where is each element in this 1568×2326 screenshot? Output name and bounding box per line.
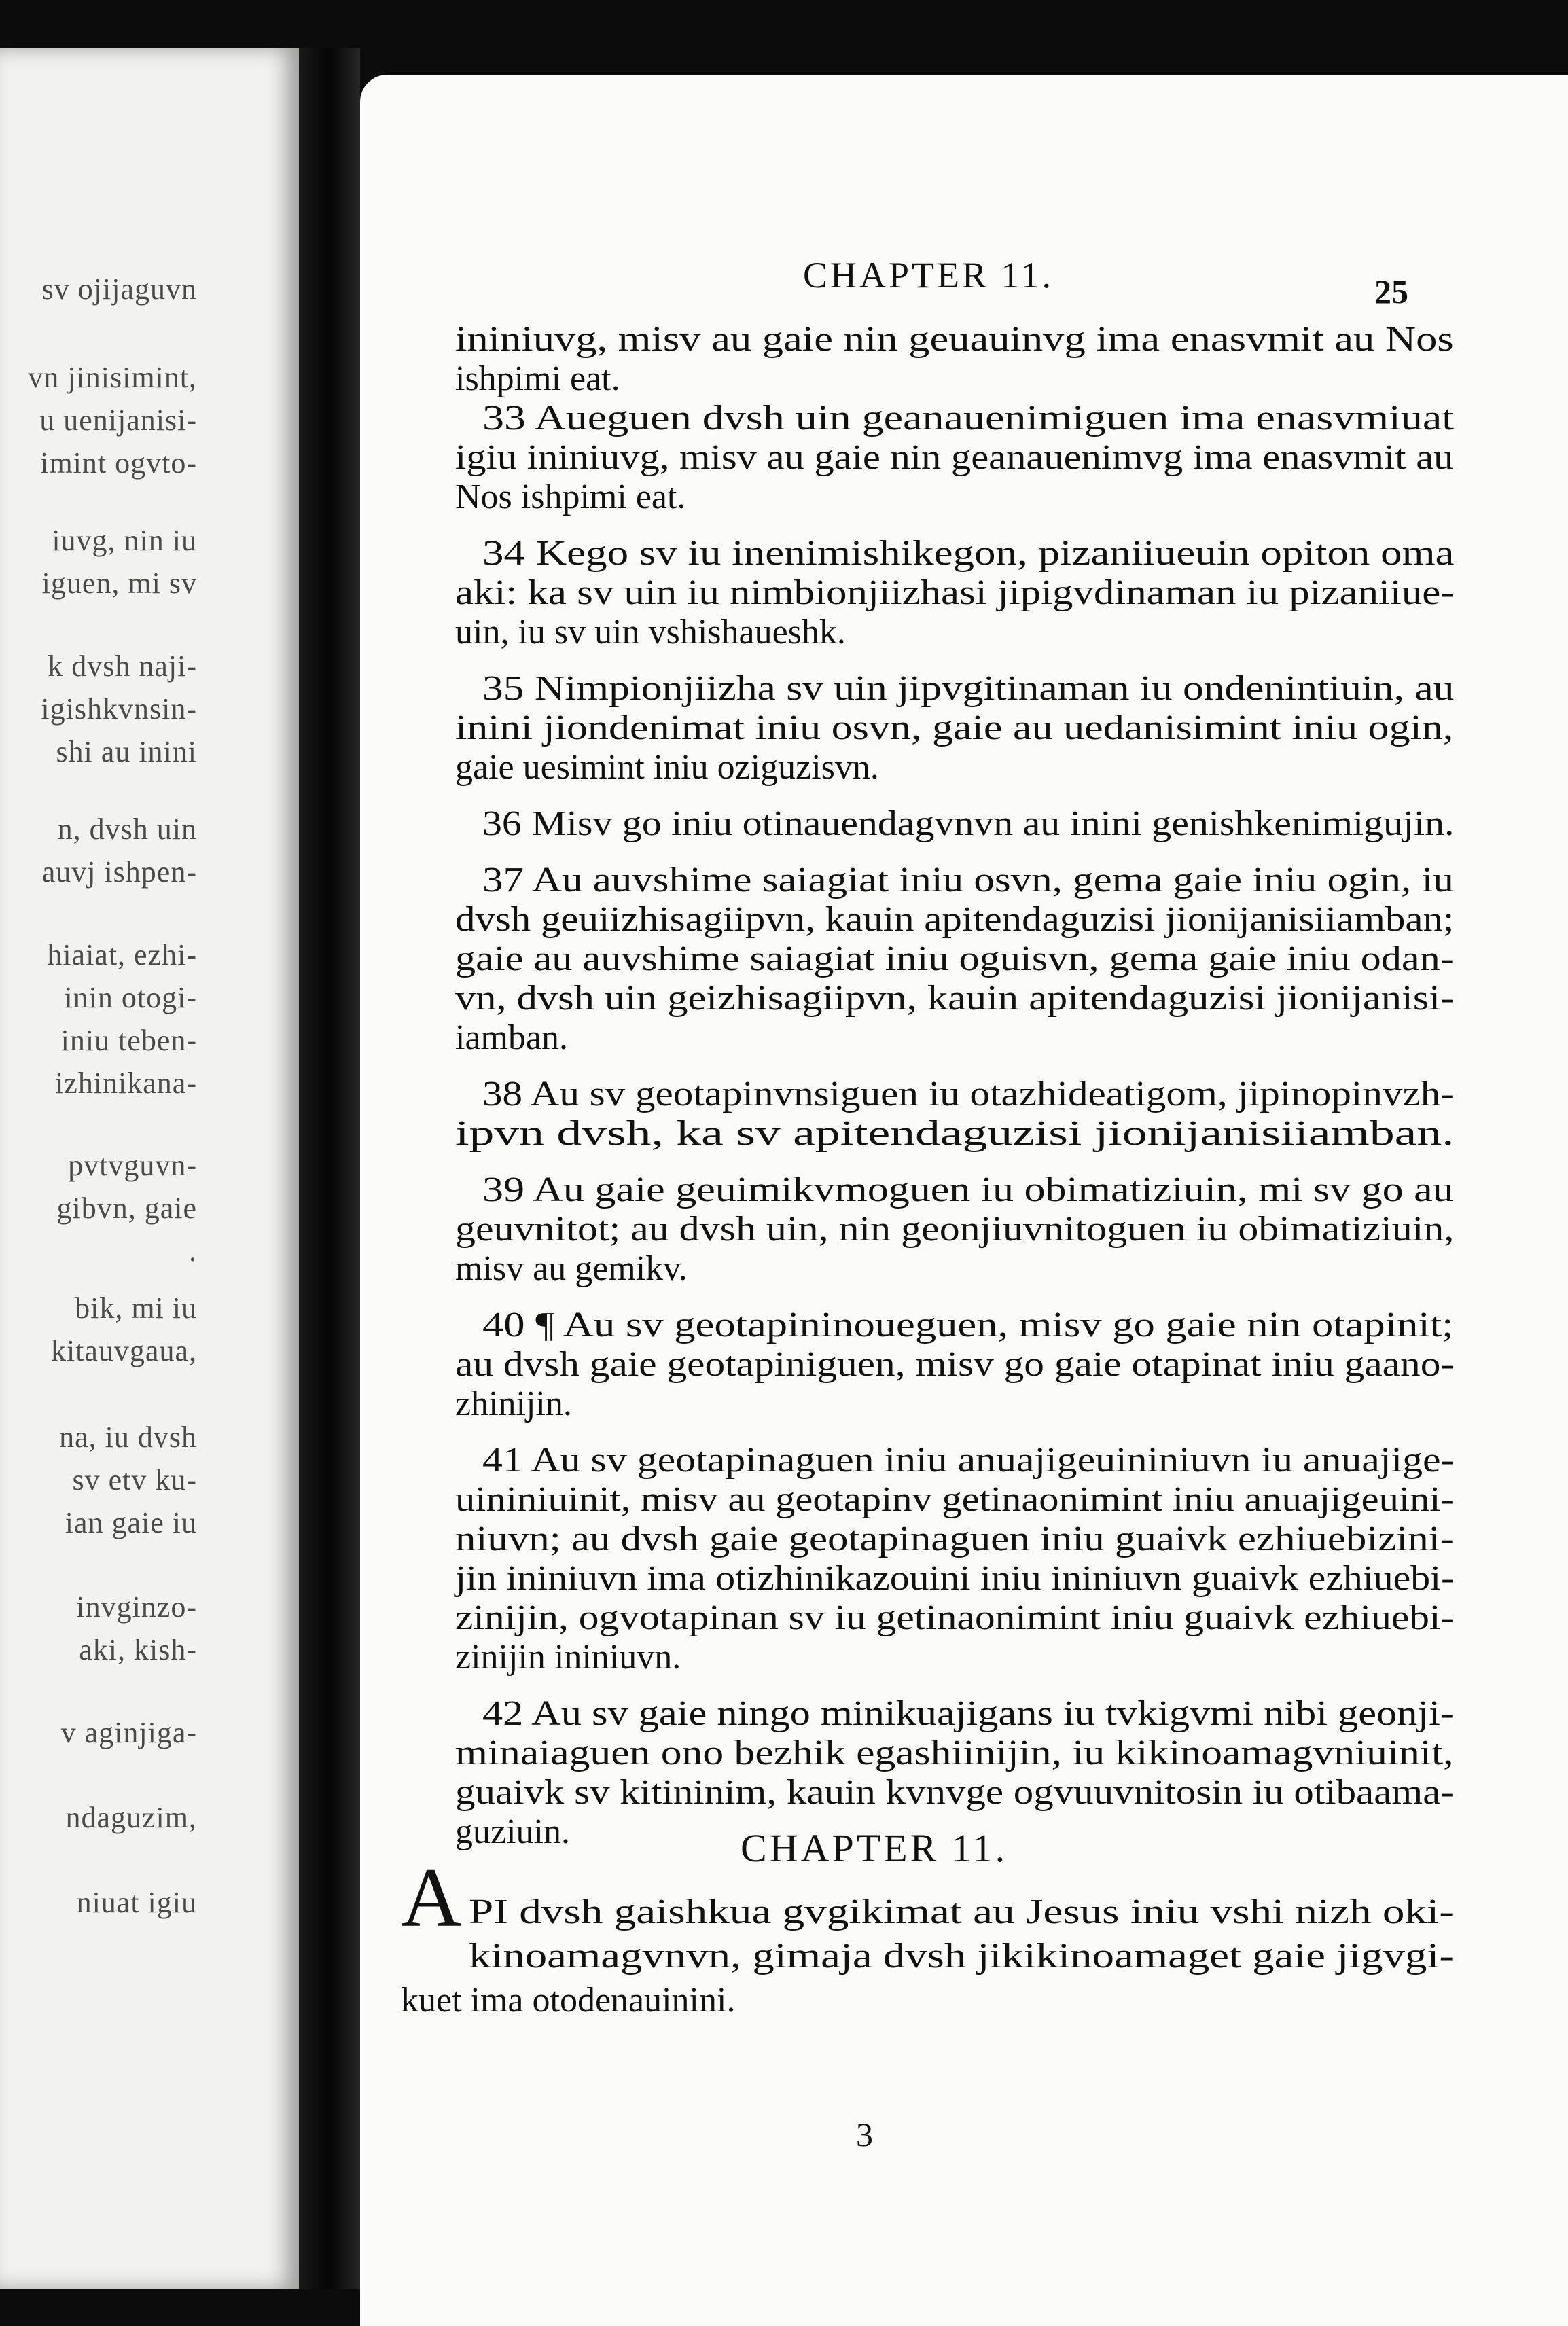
text-line: minaiaguen ono bezhik egashiinijin, iu kikinoamagvniuinit, — [455, 1734, 1454, 1772]
text-line: ipvn dvsh, ka sv apitendaguzisi jionijanisiiamban. — [455, 1114, 1455, 1153]
left-page-line: k dvsh naji- — [48, 649, 197, 683]
left-page-line: shi au inini — [56, 735, 197, 768]
text-line: niuvn; au dvsh gaie geotapinaguen iniu guaivk ezhiuebizini- — [455, 1520, 1454, 1558]
left-page-line: sv etv ku- — [72, 1463, 197, 1497]
text-line: 42 Au sv gaie ningo minikuajigans iu tvkigvmi nibi geonji- — [482, 1694, 1455, 1733]
running-head: CHAPTER 11. — [803, 255, 1054, 296]
left-page-line: u uenijanisi- — [39, 404, 197, 437]
left-page-line: . — [189, 1234, 197, 1268]
text-line: Nos ishpimi eat. — [455, 478, 686, 516]
left-page-line: na, iu dvsh — [59, 1420, 197, 1454]
text-line: 41 Au sv geotapinaguen iniu anuajigeuininiuvn iu anuajige- — [482, 1441, 1455, 1480]
text-line: 37 Au auvshime saiagiat iniu osvn, gema gaie iniu ogin, iu — [482, 861, 1454, 899]
left-page-line: gibvn, gaie — [56, 1192, 197, 1225]
left-page-line: aki, kish- — [79, 1633, 197, 1666]
chapter-text-line: kuet ima otodenauinini. — [401, 1981, 736, 2020]
text-line: ishpimi eat. — [455, 359, 620, 398]
chapter-text-line: kinoamagvnvn, gimaja dvsh jikikinoamaget gaie jigvgi- — [469, 1937, 1454, 1975]
text-line: dvsh geuiizhisagiipvn, kauin apitendaguzisi jionijanisiiamban; — [455, 900, 1455, 939]
left-page-line: ndaguzim, — [65, 1801, 197, 1834]
text-line: uininiuinit, misv au geotapinv getinaonimint iniu anuajigeuini- — [455, 1480, 1455, 1519]
text-line: zinijin, ogvotapinan sv iu getinaonimint iniu guaivk ezhiuebi- — [455, 1598, 1455, 1637]
text-line: au dvsh gaie geotapiniguen, misv go gaie otapinat iniu gaano- — [455, 1345, 1455, 1384]
book-gutter — [299, 48, 360, 2289]
text-line: aki: ka sv uin iu nimbionjiizhasi jipigvdinaman iu pizaniiue- — [455, 573, 1455, 612]
right-page — [360, 75, 1568, 2326]
chapter-heading: CHAPTER 11. — [741, 1826, 1008, 1870]
left-page-line: vn jinisimint, — [28, 361, 197, 394]
left-page-line: igishkvnsin- — [41, 692, 197, 726]
text-line: guaivk sv kitininim, kauin kvnvge ogvuuvnitosin iu otibaama- — [455, 1773, 1454, 1812]
text-line: geuvnitot; au dvsh uin, nin geonjiuvnitoguen iu obimatiziuin, — [455, 1210, 1455, 1249]
drop-cap: A — [401, 1851, 462, 1944]
left-page-line: iuvg, nin iu — [52, 524, 197, 557]
text-line: 35 Nimpionjiizha sv uin jipvgitinaman iu ondenintiuin, au — [482, 669, 1455, 708]
left-page-line: inin otogi- — [64, 981, 197, 1014]
left-page-line: izhinikana- — [55, 1067, 197, 1100]
text-line: vn, dvsh uin geizhisagiipvn, kauin apitendaguzisi jionijanisi- — [455, 979, 1455, 1018]
text-line: gaie uesimint iniu oziguzisvn. — [455, 748, 879, 787]
left-page-line: iniu teben- — [60, 1024, 197, 1057]
text-line: misv au gemikv. — [455, 1249, 688, 1288]
text-line: 39 Au gaie geuimikvmoguen iu obimatiziuin, mi sv go au — [482, 1170, 1454, 1209]
left-page-line: invginzo- — [76, 1590, 197, 1624]
left-page-line: auvj ishpen- — [41, 855, 197, 889]
signature-mark: 3 — [856, 2115, 873, 2153]
text-line: zinijin ininiuvn. — [455, 1638, 681, 1677]
left-page-line: iguen, mi sv — [41, 567, 197, 600]
left-page-line: ian gaie iu — [65, 1506, 197, 1539]
left-page-line: n, dvsh uin — [57, 812, 197, 846]
text-line: 36 Misv go iniu otinauendagvnvn au inini genishkenimigujin. — [482, 804, 1455, 843]
text-line: inini jiondenimat iniu osvn, gaie au uedanisimint iniu ogin, — [455, 709, 1454, 747]
text-line: 34 Kego sv iu inenimishikegon, pizaniiueuin opiton oma — [482, 534, 1455, 573]
left-page-line: v aginjiga- — [60, 1716, 197, 1749]
text-line: ininiuvg, misv au gaie nin geuauinvg ima enasvmit au Nos — [455, 320, 1454, 359]
text-line: zhinijin. — [455, 1384, 572, 1423]
left-page-line: niuat igiu — [76, 1886, 197, 1919]
text-line: jin ininiuvn ima otizhinikazouini iniu ininiuvn guaivk ezhiuebi- — [455, 1559, 1455, 1598]
left-page-line: sv ojijaguvn — [41, 272, 197, 306]
text-line: igiu ininiuvg, misv au gaie nin geanauenimvg ima enasvmit au — [455, 438, 1454, 477]
left-page — [0, 48, 299, 2289]
chapter-text-line: PI dvsh gaishkua gvgikimat au Jesus iniu vshi nizh oki- — [469, 1893, 1454, 1931]
left-page-line: hiaiat, ezhi- — [47, 938, 197, 971]
text-line: gaie au auvshime saiagiat iniu oguisvn, gema gaie iniu odan- — [455, 940, 1454, 978]
page-number: 25 — [1374, 272, 1408, 310]
left-page-line: bik, mi iu — [75, 1291, 197, 1325]
text-line: guziuin. — [455, 1812, 570, 1851]
left-page-line: imint ogvto- — [40, 446, 197, 480]
left-page-line: kitauvgaua, — [50, 1334, 197, 1367]
text-line: 33 Aueguen dvsh uin geanauenimiguen ima enasvmiuat — [482, 399, 1455, 437]
text-line: iamban. — [455, 1018, 569, 1057]
text-line: 38 Au sv geotapinvnsiguen iu otazhideatigom, jipinopinvzh- — [482, 1075, 1454, 1113]
text-line: 40 ¶ Au sv geotapininoueguen, misv go gaie nin otapinit; — [482, 1306, 1454, 1344]
text-line: uin, iu sv uin vshishaueshk. — [455, 613, 846, 651]
left-page-line: pvtvguvn- — [68, 1149, 197, 1182]
